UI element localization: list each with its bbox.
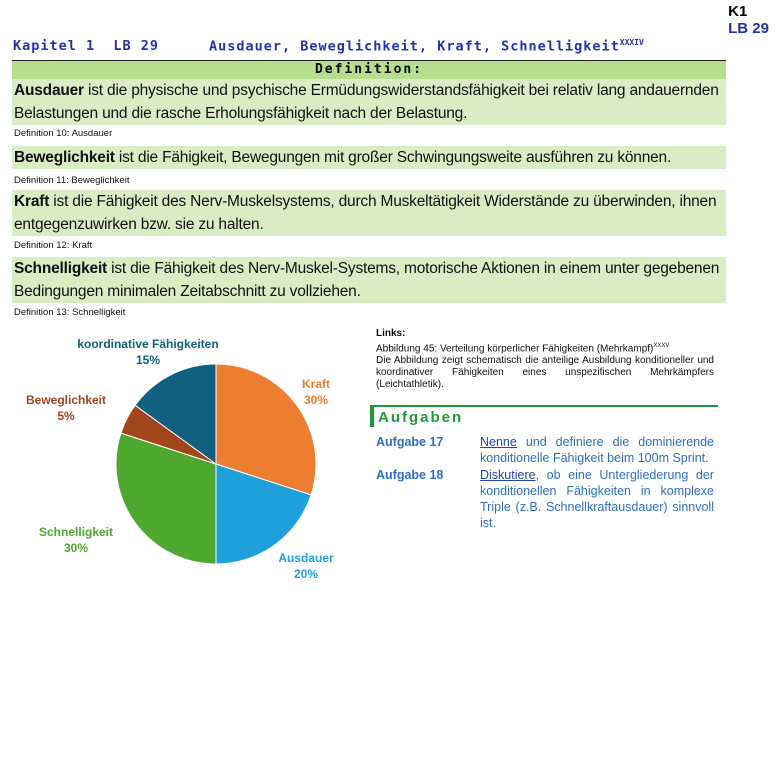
chapter-label: Kapitel 1 LB 29: [13, 38, 160, 54]
definition-beweglichkeit: Beweglichkeit ist die Fähigkeit, Bewegungen mit großer Schwingungsweite ausführen zu können.: [12, 146, 726, 169]
task-verb-link[interactable]: Nenne: [480, 435, 517, 449]
figure-caption-block: [376, 328, 714, 391]
definition-header: Definition:: [12, 60, 726, 79]
task-label: Aufgabe 17: [376, 435, 444, 449]
definition-caption: Definition 10: Ausdauer: [14, 128, 113, 139]
definition-schnelligkeit: Schnelligkeit ist die Fähigkeit des Nerv-Muskel-Systems, motorische Aktionen in einem unter gegebenen Bedingungen minimalen Zeitabschnitt zu vollziehen.: [12, 257, 726, 303]
pie-label-name: Beweglichkeit: [25, 393, 107, 407]
page-marker: [728, 3, 769, 37]
tasks-header: [370, 405, 718, 426]
pie-label-value: 30%: [303, 393, 329, 407]
pie-label-name: Kraft: [301, 377, 330, 391]
task-label: Aufgabe 18: [376, 468, 444, 482]
definition-ausdauer: Ausdauer ist die physische und psychische Ermüdungswiderstandsfähigkeit bei relativ lang andauernden Belastungen und die rasche Erholungsfähigkeit nach der Belastung.: [12, 79, 726, 125]
definition-caption: Definition 11: Beweglichkeit: [14, 175, 130, 186]
pie-label-name: koordinative Fähigkeiten: [77, 337, 219, 351]
pie-label: [68, 336, 228, 368]
lesson-code: LB 29: [728, 20, 769, 37]
tasks-heading: Aufgaben: [378, 409, 464, 426]
pie-label-value: 20%: [293, 567, 319, 581]
topic-title: Ausdauer, Beweglichkeit, Kraft, Schnelligkeit: [209, 38, 620, 55]
definition-caption: Definition 13: Schnelligkeit: [14, 307, 126, 318]
pie-label-name: Schnelligkeit: [38, 525, 114, 539]
pie-label-value: 5%: [57, 409, 75, 423]
pie-label-value: 15%: [135, 353, 161, 367]
links-label: Links:: [376, 328, 406, 339]
page-title: [13, 38, 727, 54]
pie-label: [236, 376, 396, 408]
figure-caption: Abbildung 45: Verteilung körperlicher Fähigkeiten (Mehrkampf)$^{XXXV}$: [376, 343, 670, 355]
footnote-ref: XXXIV: [619, 38, 644, 47]
pie-label: [0, 392, 146, 424]
pie-label-value: 30%: [63, 541, 89, 555]
figure-description: Die Abbildung zeigt schematisch die anteilige Ausbildung konditioneller und koordinativer Fähigkeiten eines unspezifischen Mehrkämpfers (Leichtathletik).: [376, 355, 714, 391]
task-verb-link[interactable]: Diskutiere: [480, 468, 536, 482]
definition-caption: Definition 12: Kraft: [14, 240, 93, 251]
chapter-code: K1: [728, 3, 748, 20]
pie-label: [226, 550, 386, 582]
definition-kraft: Kraft ist die Fähigkeit des Nerv-Muskelsystems, durch Muskeltätigkeit Widerstände zu überwinden, ihnen entgegenzuwirken bzw. sie zu halten.: [12, 190, 726, 236]
pie-label: [0, 524, 156, 556]
pie-label-name: Ausdauer: [278, 551, 334, 565]
